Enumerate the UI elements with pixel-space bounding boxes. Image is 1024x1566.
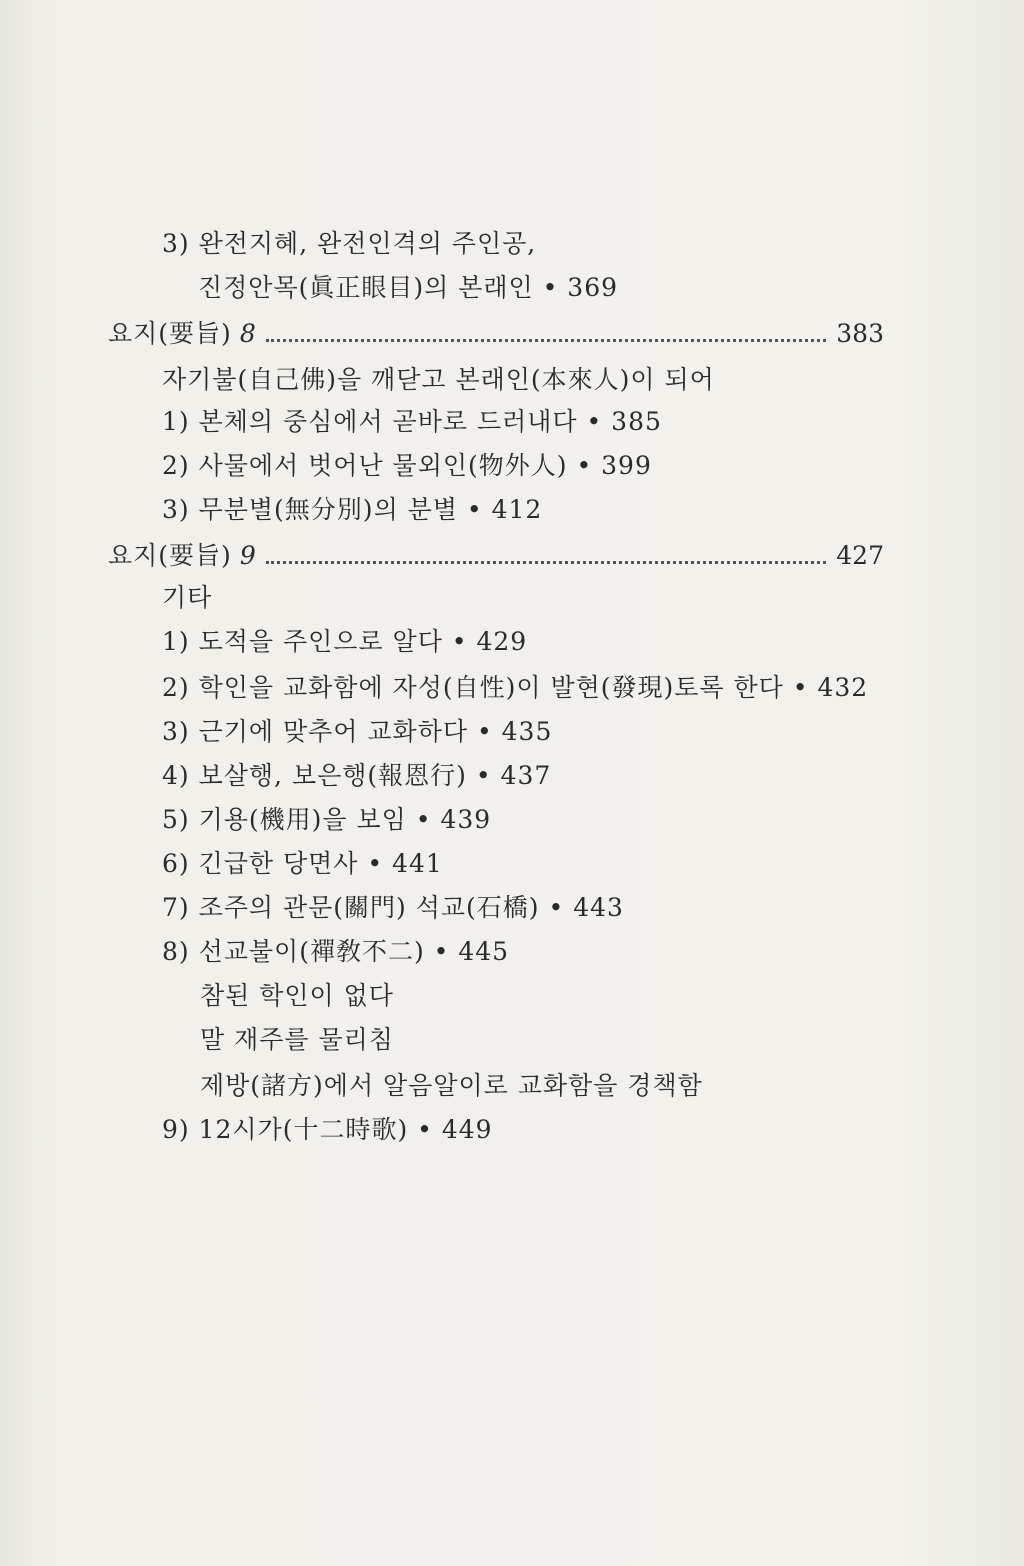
section-page-number: 427 bbox=[836, 541, 884, 570]
toc-entry-continuation: 참된 학인이 없다 bbox=[200, 981, 394, 1010]
toc-entry: 6) 긴급한 당면사 • 441 bbox=[162, 849, 443, 878]
toc-section-heading bbox=[108, 318, 884, 350]
toc-section-heading bbox=[108, 540, 884, 572]
toc-entry: 2) 학인을 교화함에 자성(自性)이 발현(發現)토록 한다 • 432 bbox=[162, 673, 869, 702]
toc-entry: 9) 12시가(十二時歌) • 449 bbox=[162, 1115, 493, 1144]
toc-entry: 4) 보살행, 보은행(報恩行) • 437 bbox=[162, 761, 552, 790]
toc-entry: 8) 선교불이(禪敎不二) • 445 bbox=[162, 937, 510, 966]
toc-entry: 7) 조주의 관문(關門) 석교(石橋) • 443 bbox=[162, 893, 624, 922]
toc-entry: 1) 도적을 주인으로 알다 • 429 bbox=[162, 627, 528, 656]
toc-entry: 1) 본체의 중심에서 곧바로 드러내다 • 385 bbox=[162, 407, 662, 436]
toc-entry: 2) 사물에서 벗어난 물외인(物外人) • 399 bbox=[162, 451, 652, 480]
toc-entry: 3) 완전지혜, 완전인격의 주인공, bbox=[162, 229, 537, 258]
toc-subtitle: 기타 bbox=[162, 583, 213, 612]
leader-dots bbox=[266, 541, 827, 564]
toc-entry-continuation: 말 재주를 물리침 bbox=[200, 1025, 394, 1054]
section-label: 요지(要旨) bbox=[108, 541, 232, 570]
toc-entry: 3) 무분별(無分別)의 분별 • 412 bbox=[162, 495, 543, 524]
section-label: 요지(要旨) bbox=[108, 319, 232, 348]
section-number: 9 bbox=[239, 541, 256, 570]
toc-entry-continuation: 진정안목(眞正眼目)의 본래인 • 369 bbox=[198, 273, 619, 302]
leader-dots bbox=[266, 319, 827, 342]
toc-entry: 5) 기용(機用)을 보임 • 439 bbox=[162, 805, 492, 834]
section-number: 8 bbox=[239, 319, 256, 348]
toc-subtitle: 자기불(自己佛)을 깨닫고 본래인(本來人)이 되어 bbox=[162, 365, 715, 394]
toc-entry: 3) 근기에 맞추어 교화하다 • 435 bbox=[162, 717, 553, 746]
section-page-number: 383 bbox=[836, 319, 884, 348]
toc-entry-continuation: 제방(諸方)에서 알음알이로 교화함을 경책함 bbox=[200, 1071, 703, 1100]
